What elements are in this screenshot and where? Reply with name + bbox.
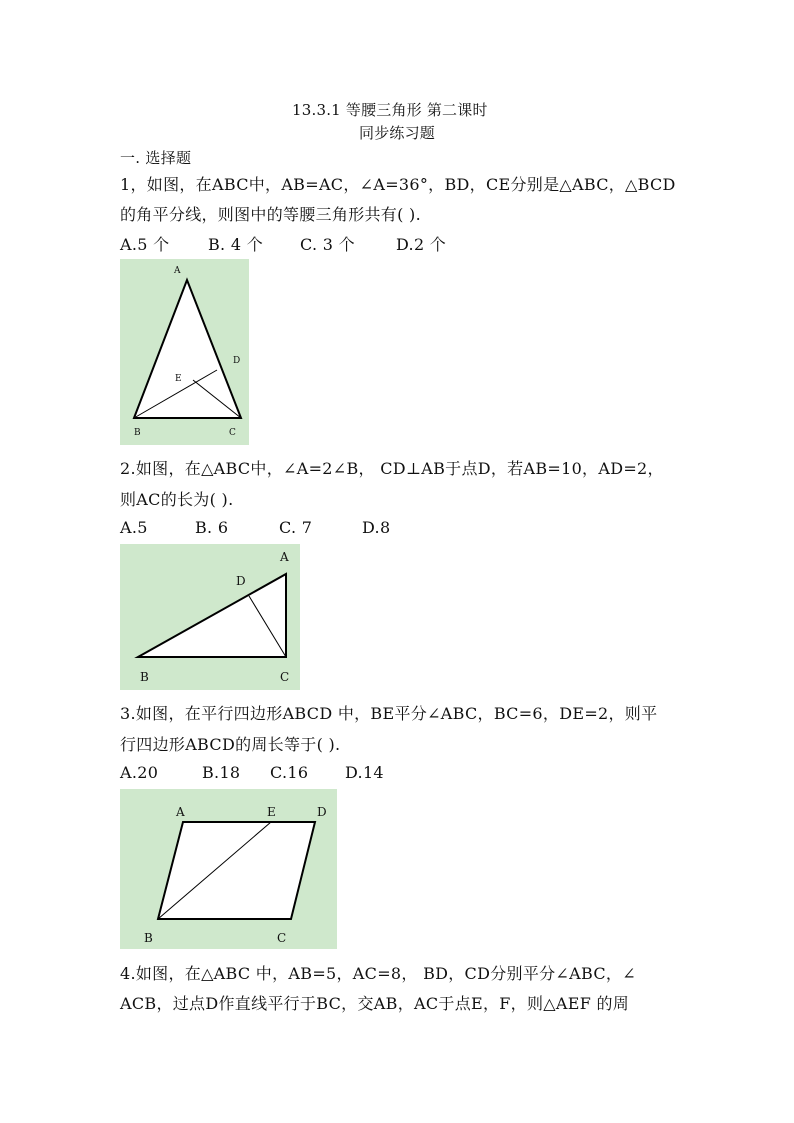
question-3-options (120, 763, 384, 782)
option-b: B. 4 个 (208, 235, 263, 254)
option-d: D.2 个 (396, 235, 447, 254)
point-label-b: B (140, 670, 149, 684)
point-label-a: A (174, 266, 181, 276)
point-label-a: A (176, 805, 185, 819)
figure-2-right-triangle (120, 544, 300, 690)
point-label-b: B (134, 428, 141, 438)
point-label-e: E (267, 805, 276, 819)
point-label-b: B (144, 931, 153, 945)
point-label-c: C (229, 428, 236, 438)
option-d: D.8 (362, 518, 391, 537)
document-title: 13.3.1 等腰三角形 第二课时 (292, 101, 488, 119)
option-c: C.16 (270, 763, 309, 782)
section-heading: 一. 选择题 (120, 149, 192, 167)
question-1-line-1: 1，如图，在ABC中，AB=AC，∠A=36°，BD，CE分别是△ABC，△BCD (120, 175, 676, 194)
point-label-d: D (317, 805, 327, 819)
question-3-line-1: 3.如图，在平行四边形ABCD 中，BE平分∠ABC，BC=6，DE=2，则平 (120, 704, 658, 723)
figure-3-parallelogram (120, 789, 337, 949)
question-1-line-2: 的角平分线，则图中的等腰三角形共有( ). (120, 205, 421, 224)
option-c: C. 7 (279, 518, 313, 537)
option-d: D.14 (345, 763, 384, 782)
point-label-d: D (236, 574, 246, 588)
option-b: B. 6 (195, 518, 229, 537)
question-4-line-2: ACB，过点D作直线平行于BC，交AB，AC于点E，F，则△AEF 的周 (120, 994, 630, 1013)
option-a: A.5 (120, 518, 148, 537)
option-a: A.5 个 (120, 235, 170, 254)
point-label-c: C (280, 670, 290, 684)
document-subtitle: 同步练习题 (359, 124, 436, 142)
point-label-e: E (175, 374, 182, 384)
figure-1-isosceles-triangle (120, 259, 249, 445)
option-b: B.18 (202, 763, 241, 782)
question-2-options (120, 518, 390, 537)
point-label-d: D (233, 356, 241, 366)
option-a: A.20 (120, 763, 159, 782)
question-1-options (120, 232, 446, 255)
question-2-line-2: 则AC的长为( ). (120, 490, 234, 509)
point-label-c: C (277, 931, 287, 945)
question-2-line-1: 2.如图，在△ABC中，∠A=2∠B， CD⊥AB于点D，若AB=10，AD=2， (120, 459, 664, 478)
question-4-line-1: 4.如图，在△ABC 中，AB=5，AC=8， BD，CD分别平分∠ABC，∠ (120, 964, 636, 983)
point-label-a: A (280, 550, 289, 564)
option-c: C. 3 个 (300, 235, 355, 254)
question-3-line-2: 行四边形ABCD的周长等于( ). (120, 735, 341, 754)
